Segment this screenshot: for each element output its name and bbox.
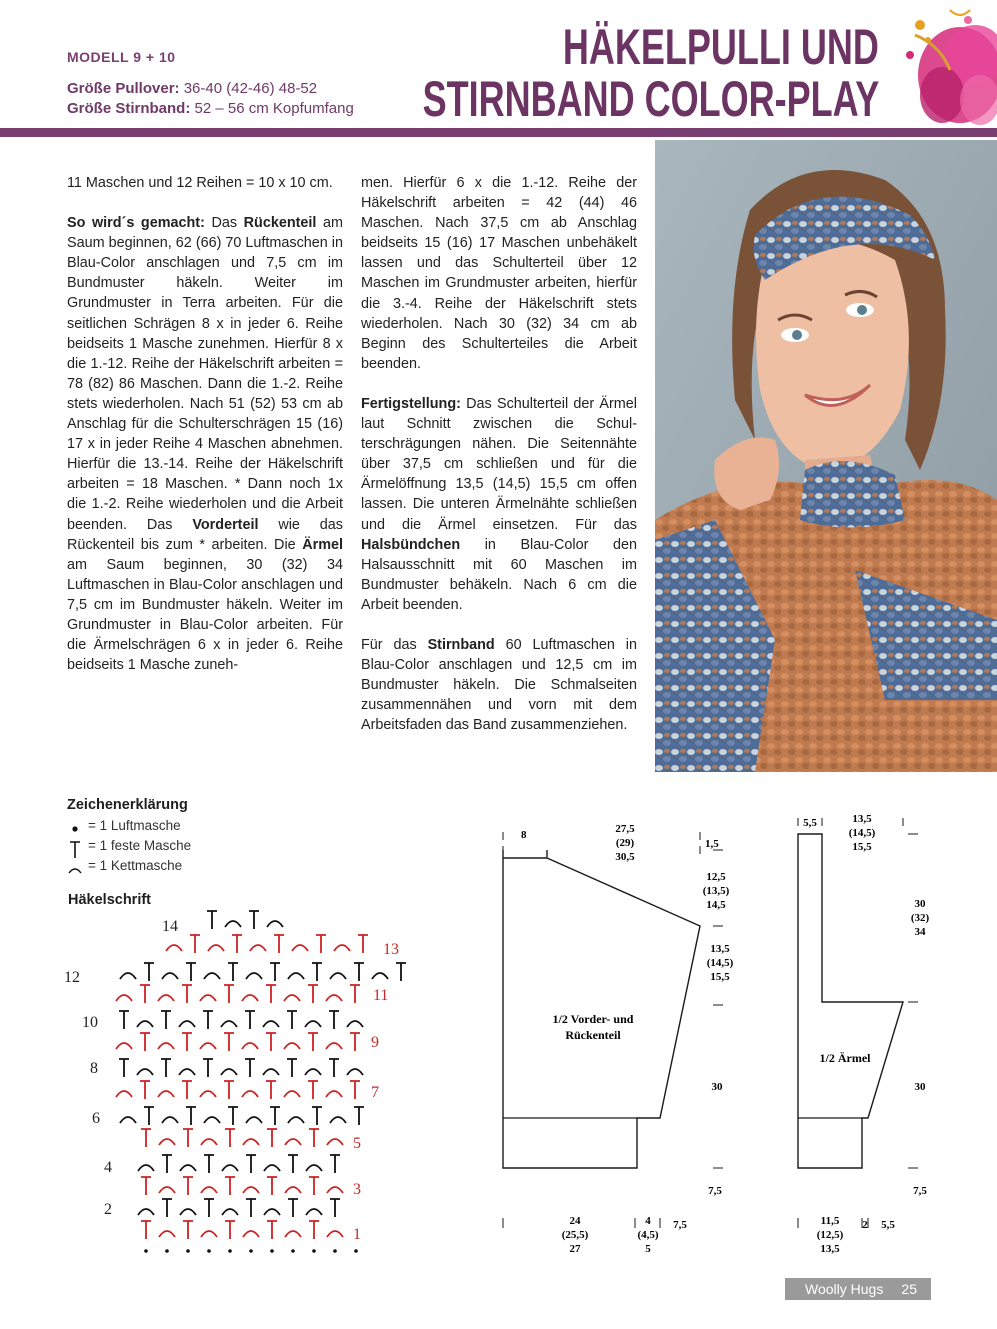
slip-stitch-mark [116,995,132,1001]
slip-stitch-mark [158,995,174,1001]
sleeve-dim-upper-1: 30 [914,898,926,910]
slip-stitch-mark [222,1209,238,1215]
single-crochet-mark [140,1033,150,1051]
headband-term: Stirnband [427,636,495,653]
slip-stitch-mark [200,1043,216,1049]
crochet-chart [60,905,410,1265]
single-crochet-mark [228,963,238,981]
legend-item-slip-stitch: = 1 Kettmasche [88,858,183,873]
single-crochet-mark [350,985,360,1003]
single-crochet-mark [266,985,276,1003]
text-run: am Saum beginnen, 62 (66) 70 Luftmaschen in Blau-Color anschlagen und 7,5 cm im Bundmuster häkeln. Weiter im Grundmuster in Terra arbeiten. Für die seitlichen Schrägen 8 x in jeder 6. Reihe beidseits 1 Masche zunehmen. Hierfür 8 x die 1.-12. Reihe der Häkelschrift arbeiten = 78 (82) 86 Maschen. Dann die 1.-2. Reihe stets wiederholen. Nach 51 (52) 53 cm ab Anschlag für die Schulterschrägen 15 (16) 17 x in jeder Reihe 4 Maschen abnehmen. Hierfür die 13.-14. Reihe der Häkelschrift arbeiten = 18 Maschen. * Dann noch 1x die 1.-2. Reihe wiederholen und die Arbeit beenden. Das [67,215,344,533]
front-back-label-2: Rückenteil [565,1028,621,1042]
single-crochet-mark [161,1011,171,1029]
single-crochet-mark [207,911,217,929]
size-headband [67,100,354,117]
text-column-2 [361,173,637,755]
single-crochet-mark [249,911,259,929]
sleeve-dim-top-right-3: 15,5 [852,841,872,853]
single-crochet-mark [308,1081,318,1099]
row-label-9: 9 [371,1034,379,1051]
size-pullover [67,80,317,97]
slip-stitch-mark [204,973,220,979]
single-crochet-mark [141,1129,151,1147]
sleeve-label: 1/2 Ärmel [819,1051,871,1065]
slip-stitch-mark [250,945,266,951]
size-pullover-label: Größe Pullover: [67,80,180,97]
single-crochet-mark [287,1059,297,1077]
slip-stitch-mark [284,1043,300,1049]
single-crochet-mark [204,1155,214,1173]
page-number: 25 [901,1281,917,1297]
slip-stitch-mark [347,1021,363,1027]
headband-paragraph [361,635,637,735]
single-crochet-mark [267,1177,277,1195]
slip-stitch-mark [326,1043,342,1049]
slip-stitch-mark [330,973,346,979]
slip-stitch-mark [347,1069,363,1075]
single-crochet-mark [228,1107,238,1125]
instructions-lead: So wird´s gemacht: [67,215,205,232]
single-crochet-mark [354,1107,364,1125]
single-crochet-mark [119,1011,129,1029]
text-run: Für das [361,636,428,653]
slip-stitch-mark [306,1165,322,1171]
single-crochet-mark [246,1199,256,1217]
slip-stitch-mark [158,1091,174,1097]
single-crochet-mark [161,1059,171,1077]
slip-stitch-mark [327,1187,343,1193]
model-label: MODELL 9 + 10 [67,49,176,65]
slip-stitch-mark [334,945,350,951]
dim-top-mid-3: 30,5 [615,851,635,863]
sleeve-dim-body: 30 [914,1081,926,1093]
chain-mark [249,1249,253,1253]
single-crochet-mark [225,1221,235,1239]
row-label-13: 13 [383,941,399,958]
single-crochet-mark [309,1129,319,1147]
single-crochet-mark [182,1081,192,1099]
slip-stitch-mark [221,1069,237,1075]
single-crochet-mark [329,1011,339,1029]
legend-title: Zeichenerklärung [67,797,188,813]
sleeve-dim-bottom-1: 11,5 [820,1215,840,1227]
chain-mark [354,1249,358,1253]
single-crochet-mark [144,963,154,981]
size-pullover-value: 36-40 (42-46) 48-52 [183,80,318,97]
dim-shoulder-2: (13,5) [702,885,730,897]
footer-brand: Woolly Hugs [805,1281,884,1297]
slip-stitch-mark [180,1165,196,1171]
single-crochet-mark [190,935,200,953]
row-label-11: 11 [373,987,389,1004]
front-back-label-1: 1/2 Vorder- und [552,1012,634,1026]
slip-stitch-mark [180,1209,196,1215]
slip-stitch-mark [305,1021,321,1027]
single-crochet-mark [245,1011,255,1029]
page-title-line-2: STIRNBAND COLOR-PLAY [422,71,879,127]
chain-mark [291,1249,295,1253]
sleeve-continued-paragraph: men. Hierfür 6 x die 1.-12. Reihe der Häkelschrift arbeiten = 42 (44) 46 Maschen. Nach 37,5 cm ab Anschlag beidseits 15 (16) 17 Maschen unbehäkelt lassen und das Schulterteil über 12 Maschen im Grundmuster arbeiten, hierfür die 3.-4. Reihe der Häkelschrift stets wiederholen. Nach 30 (32) 34 cm ab Beginn des Schulterteiles die Arbeit beenden. [361,175,637,372]
single-crochet-mark [183,1177,193,1195]
sleeve-dim-bottom-3: 13,5 [820,1243,840,1255]
single-crochet-mark [350,1081,360,1099]
slip-stitch-mark [243,1231,259,1237]
slip-stitch-mark [166,945,182,951]
slip-stitch-mark [263,1069,279,1075]
single-crochet-mark [182,1033,192,1051]
back-piece-term: Rückenteil [243,215,317,232]
single-crochet-mark [308,1033,318,1051]
legend-item-chain: = 1 Luftmasche [88,818,181,833]
slip-stitch-mark [120,973,136,979]
single-crochet-mark [309,1177,319,1195]
single-crochet-mark [350,1033,360,1051]
dim-shoulder-1: 12,5 [706,871,726,883]
row-label-12: 12 [64,969,80,986]
chain-mark [270,1249,274,1253]
finishing-paragraph [361,394,637,615]
slip-stitch-mark [372,973,388,979]
single-crochet-mark [266,1081,276,1099]
single-crochet-mark [308,985,318,1003]
single-crochet-mark [162,1155,172,1173]
slip-stitch-mark [267,921,283,927]
slip-stitch-mark [285,1231,301,1237]
slip-stitch-mark [179,1069,195,1075]
legend-item-single-crochet: = 1 feste Masche [88,838,192,853]
slip-stitch-mark [138,1209,154,1215]
row-label-8: 8 [90,1060,98,1077]
single-crochet-mark [182,985,192,1003]
row-label-5: 5 [353,1135,361,1152]
pattern-front-back [495,810,735,1260]
neckband-term: Halsbündchen [361,536,461,553]
slip-stitch-mark [326,995,342,1001]
dim-side-1: 4 [645,1215,651,1227]
single-crochet-mark [232,935,242,953]
single-crochet-mark [186,1107,196,1125]
slip-stitch-mark [200,1091,216,1097]
sleeve-dim-top-left: 5,5 [803,817,817,829]
text-column-1 [67,173,343,695]
dim-shoulder-3: 14,5 [706,899,726,911]
legend-symbols [66,818,88,878]
single-crochet-mark [140,985,150,1003]
single-crochet-mark [140,1081,150,1099]
dim-top-right: 1,5 [705,838,719,850]
single-crochet-mark [224,1081,234,1099]
gauge-paragraph: 11 Maschen und 12 Reihen = 10 x 10 cm. [67,175,333,191]
slip-stitch-mark [159,1231,175,1237]
dim-armhole-3: 15,5 [710,971,730,983]
slip-stitch-mark [221,1021,237,1027]
single-crochet-mark [183,1221,193,1239]
slip-stitch-mark [201,1231,217,1237]
chain-mark [186,1249,190,1253]
instructions-paragraph [67,213,343,675]
row-label-10: 10 [82,1014,98,1031]
slip-stitch-icon [69,869,81,873]
row-label-4: 4 [104,1159,112,1176]
pattern-sleeve [790,810,940,1260]
sleeve-dim-ticks [798,818,918,1228]
single-crochet-mark [224,985,234,1003]
single-crochet-mark [183,1129,193,1147]
row-label-2: 2 [104,1201,112,1218]
single-crochet-mark [204,1199,214,1217]
slip-stitch-mark [242,995,258,1001]
slip-stitch-mark [288,973,304,979]
model-photo [655,140,997,772]
page-title-line-1: HÄKELPULLI UND [563,19,879,75]
chain-mark [165,1249,169,1253]
slip-stitch-mark [264,1165,280,1171]
front-back-outline [503,850,700,1168]
sleeve-dim-top-right-1: 13,5 [852,813,872,825]
slip-stitch-mark [243,1187,259,1193]
single-crochet-mark [162,1199,172,1217]
sleeve-term: Ärmel [302,536,343,553]
slip-stitch-mark [327,1139,343,1145]
dim-side-2: (4,5) [637,1229,659,1241]
single-crochet-mark [396,963,406,981]
slip-stitch-mark [327,1231,343,1237]
slip-stitch-mark [137,1069,153,1075]
single-crochet-mark [224,1033,234,1051]
single-crochet-mark [144,1107,154,1125]
dim-cuff: 7,5 [708,1185,722,1197]
single-crochet-mark [225,1129,235,1147]
slip-stitch-mark [116,1043,132,1049]
dim-bottom-2: (25,5) [561,1229,589,1241]
sleeve-dim-bottom-mid: 2 [862,1219,868,1231]
chain-mark [333,1249,337,1253]
slip-stitch-mark [242,1043,258,1049]
single-crochet-mark [288,1155,298,1173]
slip-stitch-mark [159,1139,175,1145]
chain-mark [228,1249,232,1253]
single-crochet-mark [316,935,326,953]
dim-top-mid-2: (29) [615,837,635,849]
slip-stitch-mark [288,1117,304,1123]
text-run: Das Schulterteil der Ärmel laut Schnitt zwischen die Schulterschrägungen nähen. Die Seitennähte über 37,5 cm schließen und für die Ärmelöffnung 13,5 (14,5) 15,5 cm offen lassen. Die unteren Ärmelnähte schließen und die Ärmel einsetzen. Für das [361,395,637,533]
chart-title: Häkelschrift [68,892,152,908]
size-headband-label: Größe Stirnband: [67,100,191,117]
slip-stitch-mark [158,1043,174,1049]
header-rule [0,128,997,137]
dim-top-left: 8 [521,829,527,841]
sleeve-dim-cuff: 7,5 [913,1185,927,1197]
single-crochet-mark [287,1011,297,1029]
text-run: Das [204,215,244,232]
row-label-3: 3 [353,1181,361,1198]
slip-stitch-mark [306,1209,322,1215]
slip-stitch-mark [120,1117,136,1123]
single-crochet-mark [119,1059,129,1077]
front-piece-term: Vorderteil [192,516,259,533]
sleeve-dim-top-right-2: (14,5) [848,827,876,839]
dim-armhole-1: 13,5 [710,943,730,955]
row-label-7: 7 [371,1084,379,1101]
single-crochet-mark [186,963,196,981]
page-footer [785,1278,931,1300]
chain-mark [144,1249,148,1253]
single-crochet-mark [274,935,284,953]
single-crochet-mark [203,1011,213,1029]
slip-stitch-mark [284,995,300,1001]
single-crochet-mark [267,1221,277,1239]
slip-stitch-mark [284,1091,300,1097]
text-run: wie das Rückenteil bis zum * arbeiten. Die [67,516,343,553]
single-crochet-mark [270,1107,280,1125]
slip-stitch-mark [285,1187,301,1193]
slip-stitch-mark [263,1021,279,1027]
single-crochet-mark [358,935,368,953]
single-crochet-mark [266,1033,276,1051]
sleeve-dim-upper-3: 34 [914,926,926,938]
slip-stitch-mark [138,1165,154,1171]
slip-stitch-mark [201,1187,217,1193]
single-crochet-mark [312,963,322,981]
size-headband-value: 52 – 56 cm Kopfumfang [194,100,354,117]
single-crochet-mark [309,1221,319,1239]
sleeve-dim-bottom-right: 5,5 [881,1219,895,1231]
slip-stitch-mark [292,945,308,951]
slip-stitch-mark [264,1209,280,1215]
slip-stitch-mark [222,1165,238,1171]
slip-stitch-mark [208,945,224,951]
chart-marks [116,911,406,1253]
dim-top-mid-1: 27,5 [615,823,635,835]
row-label-14: 14 [162,918,178,935]
chain-mark [207,1249,211,1253]
single-crochet-mark [245,1059,255,1077]
single-crochet-mark [246,1155,256,1173]
slip-stitch-mark [285,1139,301,1145]
text-run: in Blau-Color den Halsausschnitt mit 60 Maschen im Bundmuster behäkeln. Nach 6 cm die Arbeit beenden. [361,536,637,613]
sleeve-dim-bottom-2: (12,5) [816,1229,844,1241]
single-crochet-mark [267,1129,277,1147]
sleeve-dim-upper-2: (32) [910,912,930,924]
single-crochet-mark [312,1107,322,1125]
dim-side-3: 5 [645,1243,651,1255]
slip-stitch-mark [201,1139,217,1145]
single-crochet-icon [70,842,80,858]
single-crochet-mark [354,963,364,981]
slip-stitch-mark [116,1091,132,1097]
dim-bottom-right: 7,5 [673,1219,687,1231]
slip-stitch-mark [200,995,216,1001]
single-crochet-mark [141,1177,151,1195]
slip-stitch-mark [246,1117,262,1123]
text-run: am Saum beginnen, 30 (32) 34 Luftmaschen in Blau-Color anschlagen und 7,5 cm im Bundmuster häkeln. Weiter im Grundmuster in Blau-Color arbeiten. Für die Ärmelschrägen 6 x in jeder 6. Reihe beidseits 1 Masche zuneh- [67,556,343,674]
chain-mark [312,1249,316,1253]
dim-bottom-1: 24 [569,1215,581,1227]
single-crochet-mark [288,1199,298,1217]
single-crochet-mark [270,963,280,981]
front-back-hem-line [503,1118,637,1168]
slip-stitch-mark [225,921,241,927]
single-crochet-mark [330,1155,340,1173]
slip-stitch-mark [330,1117,346,1123]
slip-stitch-mark [242,1091,258,1097]
single-crochet-mark [203,1059,213,1077]
slip-stitch-mark [179,1021,195,1027]
slip-stitch-mark [326,1091,342,1097]
dim-body: 30 [711,1081,723,1093]
slip-stitch-mark [204,1117,220,1123]
dim-armhole-2: (14,5) [706,957,734,969]
paint-splash-decoration [880,0,997,140]
dim-bottom-3: 27 [569,1243,581,1255]
finishing-lead: Fertigstellung: [361,395,461,412]
single-crochet-mark [225,1177,235,1195]
slip-stitch-mark [137,1021,153,1027]
slip-stitch-mark [159,1187,175,1193]
slip-stitch-mark [246,973,262,979]
slip-stitch-mark [162,973,178,979]
slip-stitch-mark [243,1139,259,1145]
row-label-6: 6 [92,1110,100,1127]
slip-stitch-mark [305,1069,321,1075]
text-run: 60 Luftmaschen in Blau-Color anschlagen und 12,5 cm im Bundmuster häkeln. Die Schmalseiten zusammennähen und vorn mit dem Arbeitsfaden das Band zusammenziehen. [361,636,637,734]
single-crochet-mark [329,1059,339,1077]
single-crochet-mark [141,1221,151,1239]
chain-stitch-icon [72,826,77,831]
single-crochet-mark [330,1199,340,1217]
slip-stitch-mark [162,1117,178,1123]
row-label-1: 1 [353,1226,361,1243]
